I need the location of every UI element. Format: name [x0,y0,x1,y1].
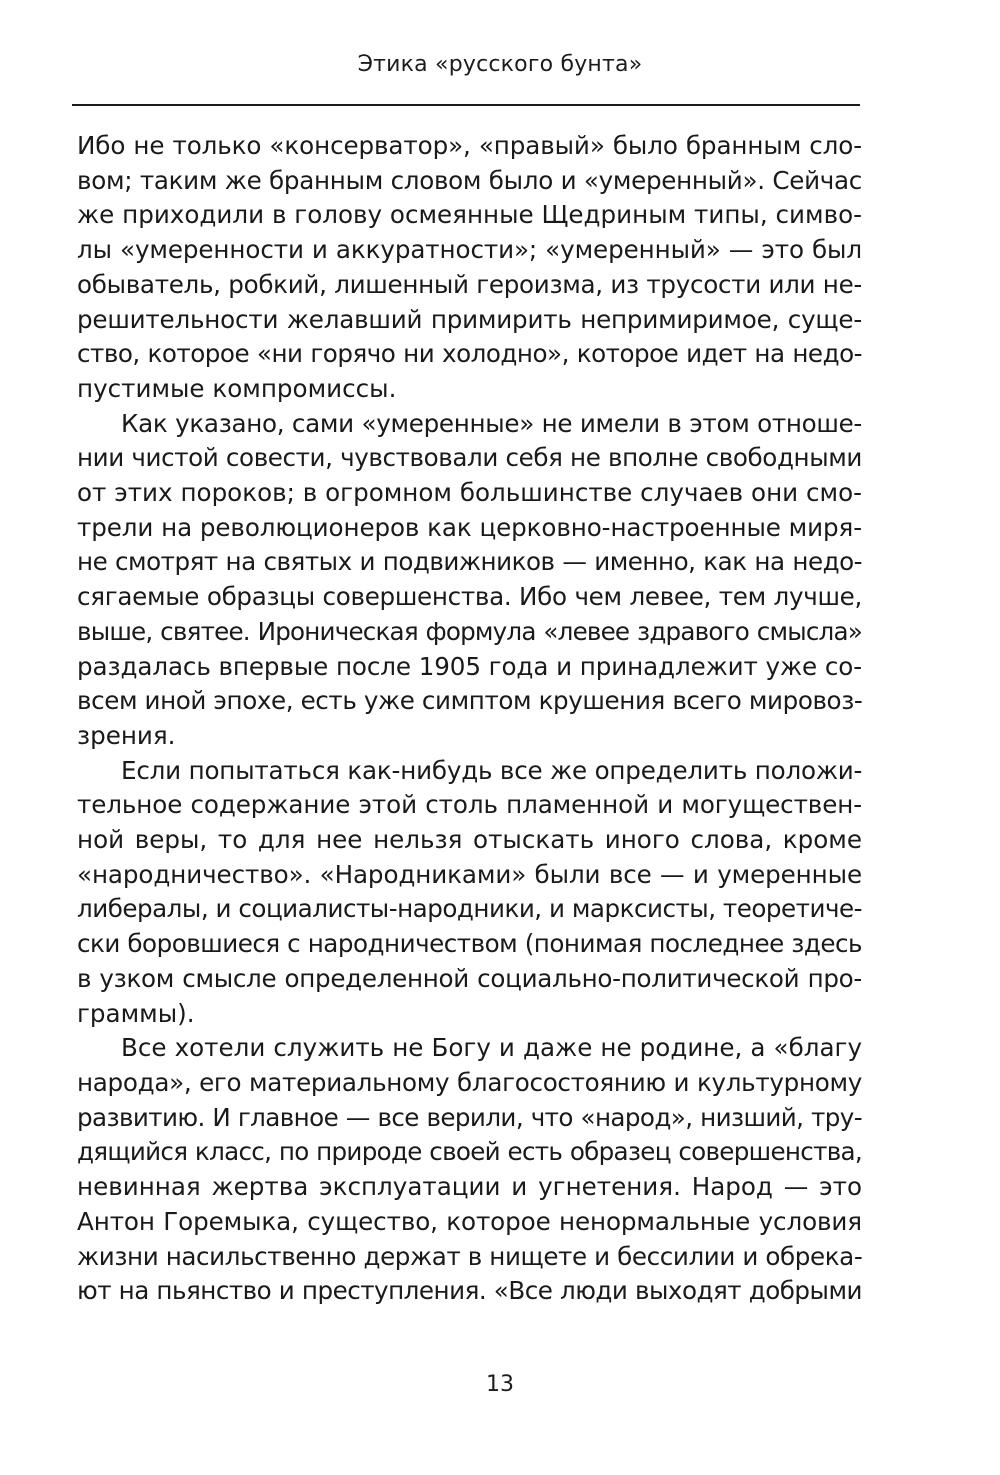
text-line: в узком смысле определенной социально-политической про- [77,963,862,993]
text-line: тельное содержание этой столь пламенной и могуществен- [77,790,862,820]
text-line: народа», его материальному благосостоянию и культурному [77,1067,862,1097]
text-line: либералы, и социалисты-народники, и марксисты, теоретиче- [77,894,862,924]
text-line: раздалась впервые после 1905 года и принадлежит уже со- [77,651,862,681]
text-line: «народничество». «Народниками» были все — и умеренные [77,859,862,889]
text-line: всем иной эпохе, есть уже симптом крушения всего мировоз- [77,686,863,716]
text-line: не смотрят на святых и подвижников — именно, как на недо- [77,547,862,577]
text-line: обыватель, робкий, лишенный героизма, из трусости или не- [77,269,862,299]
text-line: нии чистой совести, чувствовали себя не вполне свободными [77,443,862,473]
running-head: Этика «русского бунта» [357,52,643,77]
text-line: же приходили в голову осмеянные Щедриным типы, симво- [77,200,862,230]
text-line: от этих пороков; в огромном большинстве случаев они смо- [77,478,862,508]
paragraph-4 [77,1031,862,1309]
text-line: ски боровшиеся с народничеством (понимая последнее здесь [77,929,862,959]
text-line: граммы). [77,998,195,1028]
text-line: развитию. И главное — все верили, что «народ», низший, тру- [77,1102,862,1132]
text-line: ство, которое «ни горячо ни холодно», которое идет на недо- [77,339,862,369]
paragraph-1 [77,129,862,407]
text-line: дящийся класс, по природе своей есть образец совершенства, [77,1137,862,1167]
text-line: сягаемые образцы совершенства. Ибо чем левее, тем лучше, [77,582,862,612]
paragraph-3 [77,754,862,1032]
text-line: решительности желавший примирить непримиримое, суще- [77,304,862,334]
body-text [77,129,862,1309]
text-line: лы «умеренности и аккуратности»; «умеренный» — это был [77,235,862,265]
text-line: Как указано, сами «умеренные» не имели в этом отноше- [121,408,862,438]
text-line: Ибо не только «консерватор», «правый» было бранным сло- [77,131,862,160]
text-line: Если попытаться как-нибудь все же определить положи- [121,755,863,785]
page-number: 13 [486,1372,514,1397]
paragraph-2 [77,407,862,754]
text-line: пустимые компромиссы. [77,373,397,403]
text-line: зрения. [77,720,176,750]
text-line: ют на пьянство и преступления. «Все люди выходят добрыми [77,1276,862,1306]
header-rule [72,104,860,106]
text-line: жизни насильственно держат в нищете и бессилии и обрека- [77,1241,863,1271]
text-line: трели на революционеров как церковно-настроенные миря- [77,512,862,542]
text-line: Все хотели служить не Богу и даже не родине, а «благу [121,1033,862,1063]
text-line: ной веры, то для нее нельзя отыскать иного слова, кроме [77,825,862,855]
text-line: выше, святее. Ироническая формула «левее здравого смысла» [77,616,862,646]
text-line: вом; таким же бранным словом было и «умеренный». Сейчас [77,165,862,195]
text-line: невинная жертва эксплуатации и угнетения. Народ — это [77,1172,862,1202]
text-line: Антон Горемыка, существо, которое ненормальные условия [77,1206,862,1236]
